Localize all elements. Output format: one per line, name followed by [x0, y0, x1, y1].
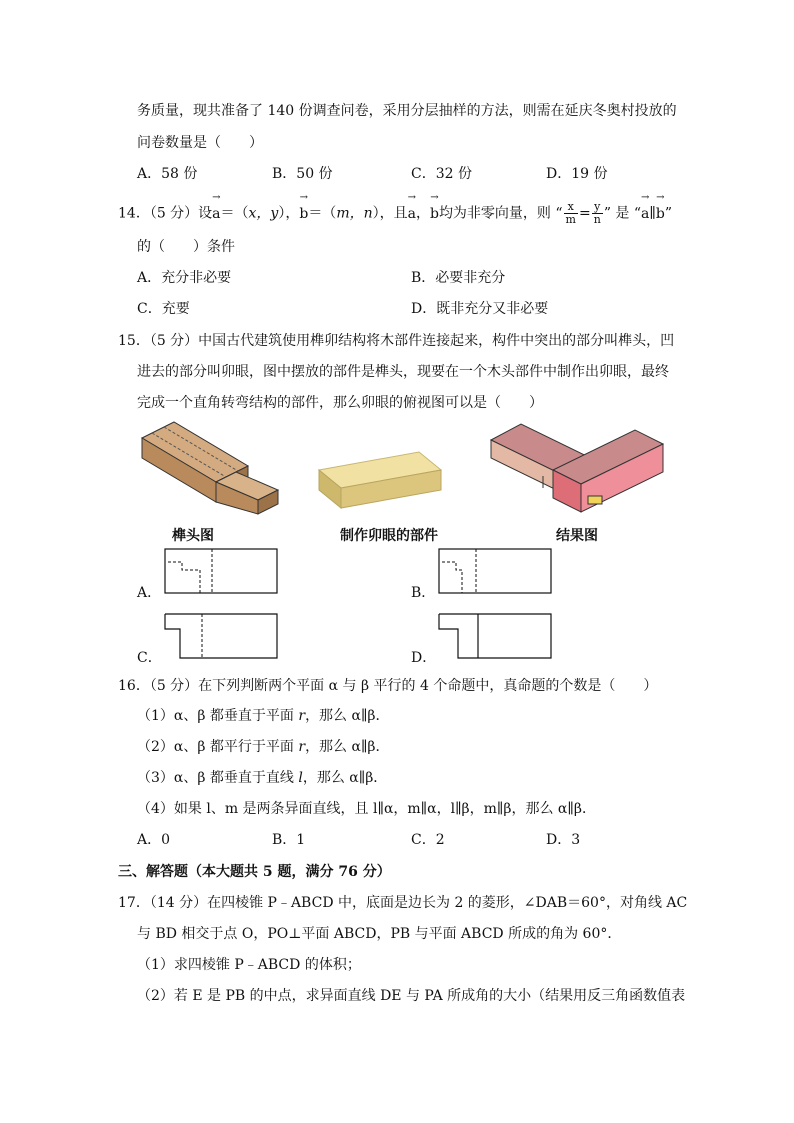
q16-statement-2	[137, 737, 390, 757]
q14-sep: ，	[415, 205, 430, 222]
q14-number: 14．（5 分）设	[118, 205, 213, 222]
q14-text-mid1: ），	[278, 205, 300, 222]
q15-option-d-view	[438, 613, 554, 661]
tenon-figure	[138, 420, 286, 516]
q17-line1: 17．（14 分）在四棱锥 P﹣ABCD 中，底面是边长为 2 的菱形，∠DAB＝60°，对角线 AC	[118, 895, 688, 911]
q15-option-a-view	[164, 548, 280, 596]
q16-s1a: （1）α、β 都垂直于平面	[137, 708, 299, 724]
q14-text-mid2: ），且	[372, 205, 408, 222]
fraction-x-over-m	[564, 201, 578, 226]
q15-line1: 15．（5 分）中国古代建筑使用榫卯结构将木部件连接起来，构件中突出的部分叫榫头，凹	[118, 333, 675, 349]
vector-a: → a	[212, 204, 220, 224]
q15-option-b-view	[438, 548, 554, 596]
vector-a-3: → a	[641, 204, 649, 224]
q14-parallel: ∥	[649, 205, 656, 222]
q16-s2v: r	[298, 739, 306, 755]
frac1-num: x	[564, 201, 578, 214]
q16-line1: 16．（5 分）在下列判断两个平面 α 与 β 平行的 4 个命题中，真命题的个数是（ ）	[118, 678, 658, 694]
q16-s2b: ，那么 α∥β．	[305, 739, 390, 755]
q16-s3v: l	[298, 770, 303, 786]
q14-eq: =	[578, 205, 591, 222]
q16-s3a: （3）α、β 都垂直于直线	[137, 770, 299, 786]
q17-sub2: （2）若 E 是 PB 的中点，求异面直线 DE 与 PA 所成角的大小（结果用反三角函数值表	[137, 988, 686, 1004]
q15-option-c-view	[164, 613, 280, 661]
q16-option-c: C．2	[411, 832, 445, 848]
q13-option-b: B．50 份	[272, 166, 333, 182]
fraction-y-over-n	[592, 201, 603, 226]
vector-b: → b	[299, 204, 308, 224]
q14-text-a-eq: ＝（	[220, 205, 249, 222]
q16-s2a: （2）α、β 都平行于平面	[137, 739, 299, 755]
vector-b-3: → b	[656, 204, 665, 224]
q16-s1v: r	[298, 708, 306, 724]
q16-statement-1	[137, 706, 390, 726]
q16-s1b: ，那么 α∥β．	[305, 708, 390, 724]
vector-b-2: → b	[430, 204, 439, 224]
q14-close: ”	[664, 205, 672, 222]
frac2-num: y	[592, 201, 603, 214]
caption-tenon: 榫头图	[172, 528, 214, 544]
q15-option-c-label: C．	[137, 650, 162, 666]
q13-option-c: C．32 份	[411, 166, 472, 182]
q16-option-a: A．0	[137, 832, 171, 848]
q17-line2: 与 BD 相交于点 O，PO⊥平面 ABCD，PB 与平面 ABCD 所成的角为 60°．	[137, 926, 622, 942]
q17-sub1: （1）求四棱锥 P﹣ABCD 的体积；	[137, 957, 361, 973]
q15-option-b-label: B．	[411, 585, 436, 601]
q14-mn: m，n	[336, 205, 373, 222]
q16-statement-4: （4）如果 l、m 是两条异面直线，且 l∥α，m∥α，l∥β，m∥β，那么 α∥β．	[137, 801, 596, 817]
q13-option-d: D．19 份	[546, 166, 608, 182]
q15-option-a-label: A．	[137, 585, 162, 601]
frac2-den: n	[593, 213, 601, 226]
q13-line1: 务质量，现共准备了 140 份调查问卷，采用分层抽样的方法，则需在延庆冬奥村投放的	[137, 103, 677, 119]
result-figure	[487, 420, 667, 516]
q14-tail: 均为非零向量，则 “	[438, 205, 563, 222]
q13-option-a: A．58 份	[137, 166, 198, 182]
q14-option-c: C．充要	[137, 301, 190, 317]
q16-s3b: ，那么 α∥β．	[302, 770, 388, 786]
q14-line2: 的（ ）条件	[137, 239, 235, 255]
q16-option-d: D．3	[546, 832, 581, 848]
q14-text-b-eq: ＝（	[308, 205, 337, 222]
vector-a-2: → a	[408, 204, 416, 224]
q15-line3: 完成一个直角转弯结构的部件，那么卯眼的俯视图可以是（ ）	[137, 395, 543, 411]
caption-result: 结果图	[556, 528, 598, 544]
q16-option-b: B．1	[272, 832, 306, 848]
q14-line1	[118, 201, 672, 226]
block-figure	[315, 450, 445, 510]
caption-block: 制作卯眼的部件	[340, 528, 438, 544]
q14-option-a: A．充分非必要	[137, 270, 232, 286]
q13-line2: 问卷数量是（ ）	[137, 135, 263, 151]
q14-option-d: D．既非充分又非必要	[411, 301, 549, 317]
q15-line2: 进去的部分叫卯眼，图中摆放的部件是榫头，现要在一个木头部件中制作出卯眼，最终	[137, 364, 669, 380]
q16-statement-3	[137, 768, 387, 788]
q14-quote-is: ” 是 “	[603, 205, 642, 222]
q14-xy: x，y	[248, 205, 279, 222]
frac1-den: m	[565, 213, 576, 226]
q15-option-d-label: D．	[411, 650, 437, 666]
q14-option-b: B．必要非充分	[411, 270, 506, 286]
section-3-heading: 三、解答题（本大题共 5 题，满分 76 分）	[118, 864, 391, 880]
